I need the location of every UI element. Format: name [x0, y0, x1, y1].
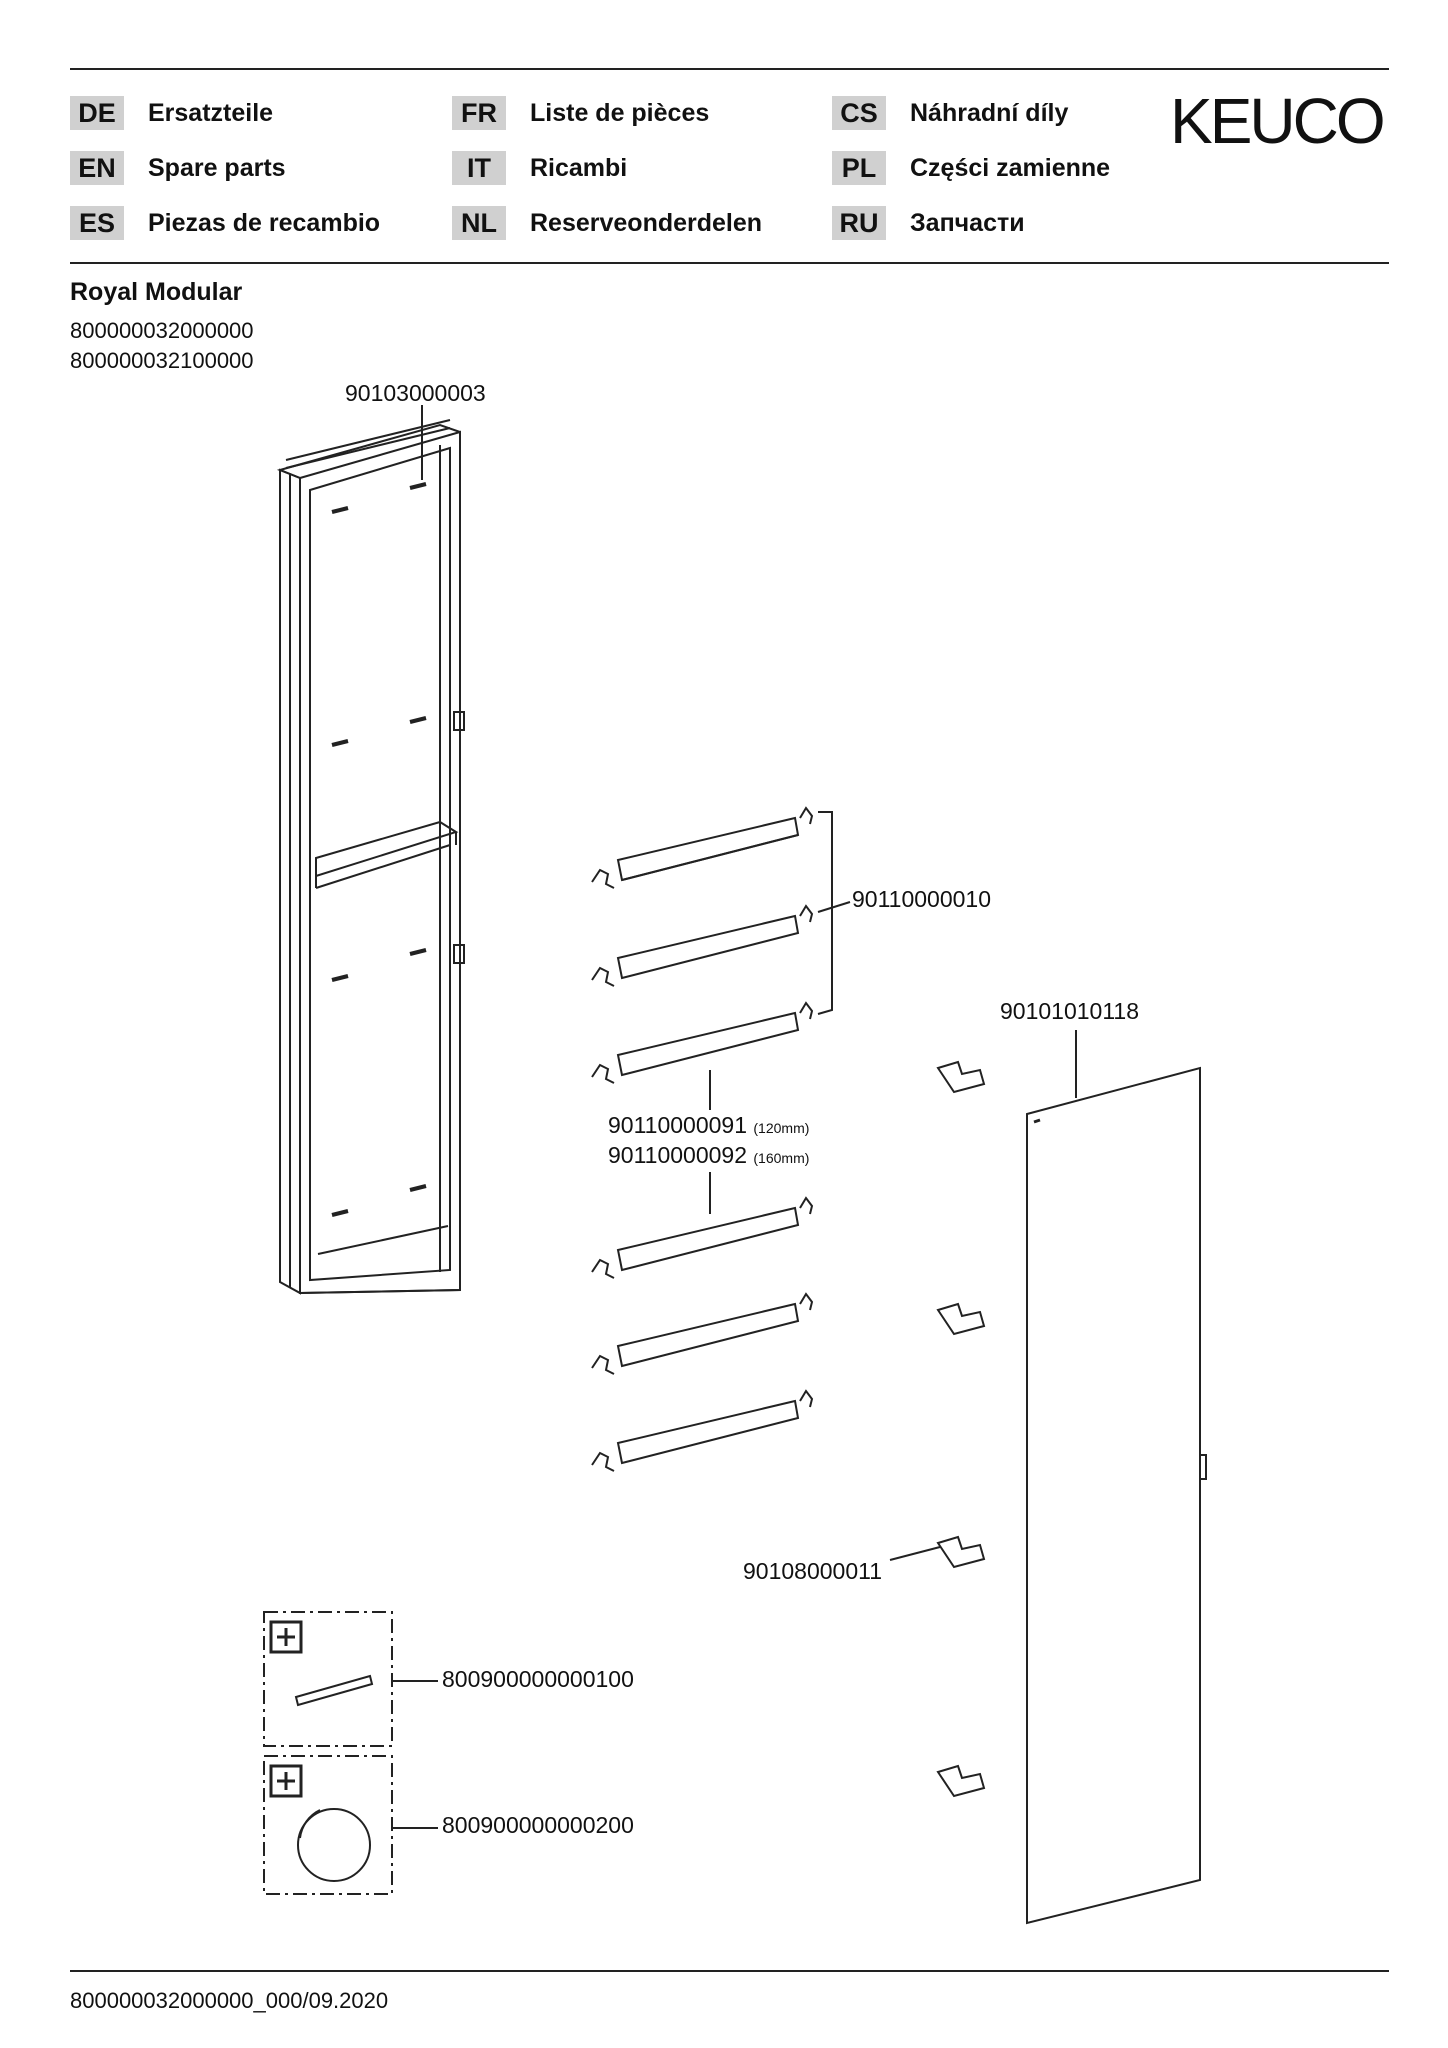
shelf-2	[618, 916, 798, 978]
clips-left	[592, 870, 614, 1471]
lang-label: Ricambi	[530, 153, 628, 182]
lang-code: IT	[452, 151, 506, 185]
shelf-5	[618, 1304, 798, 1366]
part-accessory-bar: 800900000000100	[442, 1666, 634, 1692]
lang-label: Náhradní díly	[910, 98, 1069, 127]
accessory-box-1	[264, 1612, 392, 1746]
lang-code: EN	[70, 151, 124, 185]
hinges	[938, 1062, 984, 1796]
plus-icon	[271, 1766, 301, 1796]
lang-code: PL	[832, 151, 886, 185]
lang-code: DE	[70, 96, 124, 130]
shelf-1	[618, 818, 798, 880]
part-frame: 90103000003	[345, 380, 486, 406]
lang-code: ES	[70, 206, 124, 240]
lang-label: Ersatzteile	[148, 98, 274, 127]
accessory-bar	[296, 1676, 372, 1705]
shelf-6	[618, 1401, 798, 1463]
article-number: 800000032100000	[70, 348, 254, 373]
lang-code: NL	[452, 206, 506, 240]
lang-label: Reserveonderdelen	[530, 208, 763, 237]
brand-logo: KEUCO	[1170, 85, 1383, 157]
lang-label: Części zamienne	[910, 153, 1111, 182]
shelf-3	[618, 1013, 798, 1075]
article-number: 800000032000000	[70, 318, 254, 343]
shelf-4	[618, 1208, 798, 1270]
cabinet-frame	[280, 420, 464, 1293]
part-size: (160mm)	[753, 1150, 810, 1166]
lang-label: Spare parts	[148, 153, 286, 182]
part-hinge: 90108000011	[743, 1558, 882, 1584]
footer-doc-id: 800000032000000_000/09.2020	[70, 1988, 389, 2013]
lang-label: Запчасти	[910, 208, 1025, 237]
lang-code: CS	[832, 96, 886, 130]
part-shelf-120	[608, 1112, 809, 1139]
accessory-box-2	[264, 1756, 392, 1894]
lang-label: Piezas de recambio	[148, 208, 381, 237]
plus-icon	[271, 1622, 301, 1652]
lang-code: RU	[832, 206, 886, 240]
part-number: 90110000092	[608, 1142, 747, 1168]
lang-label: Liste de pièces	[530, 98, 710, 127]
part-shelf-clips: 90110000010	[852, 886, 991, 912]
product-title: Royal Modular	[70, 278, 243, 306]
part-accessory-mirror: 800900000000200	[442, 1812, 634, 1838]
part-door: 90101010118	[1000, 998, 1139, 1024]
part-shelf-160	[608, 1142, 809, 1169]
part-number: 90110000091	[608, 1112, 747, 1138]
door-panel	[1027, 1068, 1206, 1923]
lang-code: FR	[452, 96, 506, 130]
clips-right	[800, 808, 812, 1407]
part-size: (120mm)	[753, 1120, 810, 1136]
